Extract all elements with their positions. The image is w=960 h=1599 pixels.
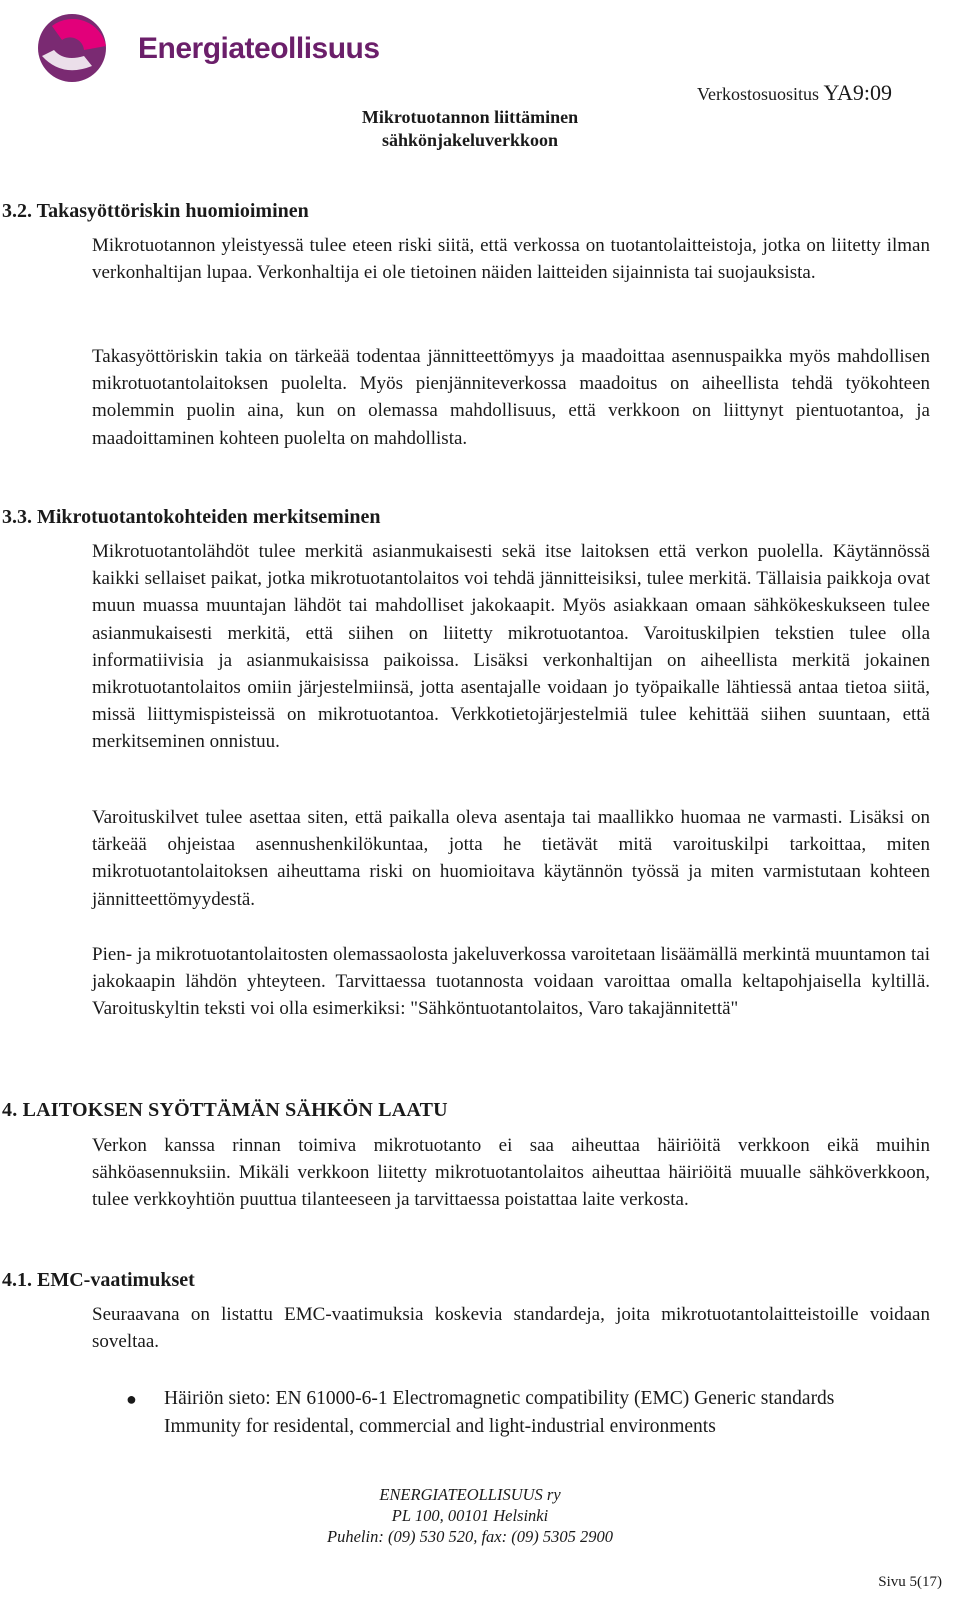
- heading-3-2: 3.2. Takasyöttöriskin huomioiminen: [2, 200, 309, 222]
- logo-text: Energiateollisuus: [138, 32, 380, 65]
- energiateollisuus-logo: [22, 6, 382, 88]
- bullet-text: Häiriön sieto: EN 61000-6-1 Electromagnetic compatibility (EMC) Generic standards Immunity for residental, commercial and light-industrial environments: [164, 1388, 835, 1437]
- paragraph: Seuraavana on listattu EMC-vaatimuksia koskevia standardeja, joita mikrotuotantolaitteistoille voidaan soveltaa.: [92, 1304, 930, 1353]
- document-id: [697, 80, 892, 106]
- subject-line-1: Mikrotuotannon liittäminen: [361, 107, 579, 127]
- footer-address: PL 100, 00101 Helsinki: [391, 1506, 549, 1525]
- subject-line-2: sähkönjakeluverkkoon: [381, 130, 559, 150]
- logo-mark-icon: [22, 6, 122, 88]
- paragraph: Varoituskilvet tulee asettaa siten, että paikalla oleva asentaja tai maallikko huomaa ne varmasti. Lisäksi on tärkeää ohjeistaa asennushenkilökuntaa, jotta he tietävät mitä varoituskilpi tarkoittaa, miten mikrotuotantolaitoksen aiheuttama riski on huomioitava käytännön työssä ja miten varmistutaan kohteen jännitteettömyydestä.: [92, 807, 930, 910]
- footer-org: ENERGIATEOLLISUUS ry: [379, 1485, 561, 1504]
- heading-4-1: 4.1. EMC-vaatimukset: [2, 1269, 195, 1291]
- paragraph: Verkon kanssa rinnan toimiva mikrotuotanto ei saa aiheuttaa häiriöitä verkkoon eikä muihin sähköasennuksiin. Mikäli verkkoon liitetty mikrotuotantolaitos aiheuttaa häiriöitä muualle sähköverkkoon, tulee verkkoyhtiön puuttua tilanteeseen ja tarvittaessa poistattaa laite verkosta.: [92, 1135, 930, 1211]
- paragraph: Mikrotuotantolähdöt tulee merkitä asianmukaisesti sekä itse laitoksen että verkon puolella. Käytännössä kaikki sellaiset paikat, jotka mikrotuotantolaitos voi tehdä jännitteisiksi, tulee merkitä. Tällaisia paikkoja ovat muun muassa muuntajan lähdöt tai mahdolliset jakokaapit. Myös asiakkaan omaan sähkökeskukseen tulee asianmukaisesti merkitä, että siihen on liitetty mikrotuotantoa. Varoituskilpien tekstien tulee olla informatiivisia ja asianmukaisissa paikoissa. Lisäksi verkonhaltijan on aiheellista merkitä jokainen mikrotuotantolaitos omiin järjestelmiinsä, jotta asentajalle voidaan jo työpaikalle lähtiessä antaa tietoa siitä, missä liittymispisteissä on mikrotuotantoa. Verkkotietojärjestelmiä tulee kehittää siihen suuntaan, että merkitseminen onnistuu.: [92, 541, 930, 753]
- heading-4: 4. LAITOKSEN SYÖTTÄMÄN SÄHKÖN LAATU: [2, 1099, 448, 1121]
- paragraph: Mikrotuotannon yleistyessä tulee eteen riski siitä, että verkossa on tuotantolaitteistoja, jotka on liitetty ilman verkonhaltijan lupaa. Verkonhaltija ei ole tietoinen näiden laitteiden sijainnista tai suojauksista.: [92, 235, 930, 284]
- page-footer: [300, 1484, 640, 1547]
- paragraph: Takasyöttöriskin takia on tärkeää todentaa jännitteettömyys ja maadoittaa asennuspaikka myös mahdollisen mikrotuotantolaitoksen puolelta. Myös pienjänniteverkossa maadoitus on aiheellista tehdä työkohteen molemmin puolin aina, kun on olemassa mahdollisuus, että verkkoon on liittynyt pientuotantoa, ja maadoittaminen kohteen puolelta on mahdollista.: [92, 346, 930, 449]
- document-subject: [330, 106, 610, 152]
- paragraph: Pien- ja mikrotuotantolaitosten olemassaolosta jakeluverkossa varoitetaan lisäämällä merkintä muuntamon tai jakokaapin lähdön yhteyteen. Tarvittaessa tuotannosta voidaan varoittaa omalla keltapohjaisella kyltillä. Varoituskyltin teksti voi olla esimerkiksi: "Sähköntuotantolaitos, Varo takajännitettä": [92, 944, 930, 1020]
- bullet-icon: ●: [126, 1389, 137, 1409]
- heading-3-3: 3.3. Mikrotuotantokohteiden merkitseminen: [2, 506, 381, 528]
- doc-type: Verkostosuositus: [697, 84, 820, 104]
- list-item: [92, 1385, 932, 1441]
- footer-contact: Puhelin: (09) 530 520, fax: (09) 5305 2900: [327, 1527, 613, 1546]
- page-number: Sivu 5(17): [878, 1574, 942, 1590]
- doc-code: YA9:09: [823, 80, 892, 105]
